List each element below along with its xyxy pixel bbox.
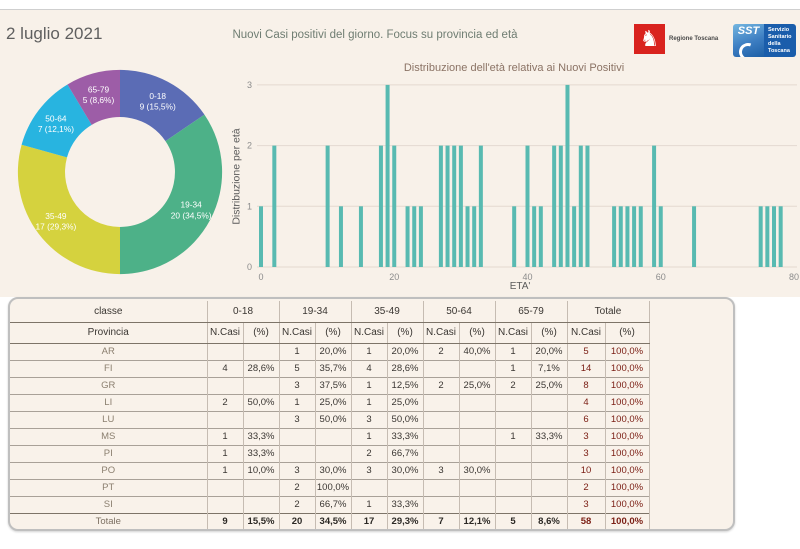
age-bar-47[interactable]	[572, 206, 576, 267]
cell-GR-10: 8	[567, 377, 605, 394]
age-bar-46[interactable]	[565, 85, 569, 267]
cell-LI-8	[495, 394, 531, 411]
cell-SI-8	[495, 496, 531, 513]
cell-PO-1: 10,0%	[243, 462, 279, 479]
sst-figure-icon	[736, 40, 760, 57]
province-label-PI: PI	[103, 448, 113, 459]
cell-PO-2: 3	[279, 462, 315, 479]
cell-PT-4	[351, 479, 387, 496]
age-bar-18[interactable]	[379, 146, 383, 267]
cell-LU-10: 6	[567, 411, 605, 428]
sub-header-Totale-ncasi: N.Casi	[567, 322, 605, 343]
province-label-PT: PT	[102, 482, 115, 493]
cell-MS-1: 33,3%	[243, 428, 279, 445]
x-tick-label: 40	[522, 272, 533, 282]
cell-MS-3	[315, 428, 351, 445]
cell-FI-9: 7,1%	[531, 360, 567, 377]
age-bar-42[interactable]	[539, 206, 543, 267]
province-label-MS: MS	[101, 431, 116, 442]
cell-GR-11: 100,0%	[605, 377, 649, 394]
donut-slice-19-34[interactable]	[120, 115, 222, 275]
sub-header-19-34-ncasi: N.Casi	[279, 322, 315, 343]
cell-FI-2: 5	[279, 360, 315, 377]
table-row-PO[interactable]	[10, 462, 649, 479]
sub-header-35-49-ncasi: N.Casi	[351, 322, 387, 343]
cell-SI-10: 3	[567, 496, 605, 513]
cell-PT-11: 100,0%	[605, 479, 649, 496]
cell-PI-2	[279, 445, 315, 462]
age-bar-20[interactable]	[392, 146, 396, 267]
x-tick-label: 0	[258, 272, 264, 282]
cell-AR-6: 2	[423, 343, 459, 360]
cell-LU-4: 3	[351, 411, 387, 428]
cell-GR-1	[243, 377, 279, 394]
age-bar-60[interactable]	[659, 206, 663, 267]
cell-GR-0	[207, 377, 243, 394]
cell-FI-4: 4	[351, 360, 387, 377]
sst-line: Servizio	[768, 27, 790, 33]
cell-MS-10: 3	[567, 428, 605, 445]
table-row-Totale[interactable]	[10, 513, 649, 530]
cell-LU-7	[459, 411, 495, 428]
table-row-GR[interactable]	[10, 377, 649, 394]
table-row-FI[interactable]	[10, 360, 649, 377]
cell-Totale-5: 29,3%	[387, 513, 423, 530]
cell-PO-0: 1	[207, 462, 243, 479]
bar-chart-title: Distribuzione dell'età relativa ai Nuovi Positivi	[403, 62, 625, 74]
cell-PO-6: 3	[423, 462, 459, 479]
age-bar-chart	[228, 58, 800, 293]
cell-AR-7: 40,0%	[459, 343, 495, 360]
table-row-PI[interactable]	[10, 445, 649, 462]
donut-slice-label-0-18: 0-18 9 (15,5%)	[139, 90, 176, 112]
cell-MS-4: 1	[351, 428, 387, 445]
age-bar-27[interactable]	[439, 146, 443, 267]
cell-MS-0: 1	[207, 428, 243, 445]
age-bar-19[interactable]	[386, 85, 390, 267]
sub-header-65-79-ncasi: N.Casi	[495, 322, 531, 343]
age-bar-30[interactable]	[459, 146, 463, 267]
age-bar-22[interactable]	[406, 206, 410, 267]
age-bar-31[interactable]	[466, 206, 470, 267]
cell-PT-5	[387, 479, 423, 496]
cell-PO-8	[495, 462, 531, 479]
cell-AR-5: 20,0%	[387, 343, 423, 360]
table-header	[10, 301, 649, 343]
age-bar-56[interactable]	[632, 206, 636, 267]
regione-toscana-label: Regione Toscana	[669, 36, 719, 42]
table-body	[10, 343, 649, 530]
top-strip	[0, 0, 800, 10]
age-bar-54[interactable]	[619, 206, 623, 267]
y-tick-label: 0	[246, 262, 252, 272]
cell-MS-9: 33,3%	[531, 428, 567, 445]
cell-LI-6	[423, 394, 459, 411]
cell-PT-1	[243, 479, 279, 496]
cell-GR-5: 12,5%	[387, 377, 423, 394]
cell-PI-11: 100,0%	[605, 445, 649, 462]
group-header-19-34: 19-34	[279, 301, 351, 322]
sst-line: Sanitario	[768, 34, 792, 41]
table-row-SI[interactable]	[10, 496, 649, 513]
cell-PI-5: 66,7%	[387, 445, 423, 462]
cell-PT-9	[531, 479, 567, 496]
cell-PT-7	[459, 479, 495, 496]
cell-LI-0: 2	[207, 394, 243, 411]
cell-PT-0	[207, 479, 243, 496]
age-bar-65[interactable]	[692, 206, 696, 267]
cell-AR-0	[207, 343, 243, 360]
cell-SI-9	[531, 496, 567, 513]
cell-MS-11: 100,0%	[605, 428, 649, 445]
cell-LI-7	[459, 394, 495, 411]
cell-LU-11: 100,0%	[605, 411, 649, 428]
donut-slice-35-49[interactable]	[18, 145, 120, 274]
cell-GR-3: 37,5%	[315, 377, 351, 394]
y-axis-title: Distribuzione per età	[230, 128, 243, 225]
province-age-table	[10, 301, 650, 531]
donut-slice-label-65-79: 65-79 5 (8,6%)	[82, 84, 115, 106]
cell-PT-6	[423, 479, 459, 496]
age-bar-45[interactable]	[559, 146, 563, 267]
group-header-Totale: Totale	[567, 301, 649, 322]
cell-Totale-6: 7	[423, 513, 459, 530]
cell-LU-3: 50,0%	[315, 411, 351, 428]
cell-Totale-1: 15,5%	[243, 513, 279, 530]
donut-slice-label-35-49: 35-49 17 (29,3%)	[35, 210, 77, 232]
sst-text-block	[764, 24, 796, 57]
x-tick-label: 80	[788, 272, 800, 282]
cell-LI-2: 1	[279, 394, 315, 411]
cell-SI-4: 1	[351, 496, 387, 513]
sub-header-50-64-pct: (%)	[459, 322, 495, 343]
age-bar-33[interactable]	[479, 146, 483, 267]
cell-PT-3: 100,0%	[315, 479, 351, 496]
age-bar-48[interactable]	[579, 146, 583, 267]
donut-svg	[12, 64, 228, 280]
cell-SI-5: 33,3%	[387, 496, 423, 513]
cell-GR-2: 3	[279, 377, 315, 394]
cell-MS-5: 33,3%	[387, 428, 423, 445]
cell-PI-3	[315, 445, 351, 462]
cell-PO-9	[531, 462, 567, 479]
cell-SI-7	[459, 496, 495, 513]
regione-toscana-logo	[634, 24, 721, 54]
age-bar-29[interactable]	[452, 146, 456, 267]
cell-LI-4: 1	[351, 394, 387, 411]
y-tick-label: 3	[246, 79, 252, 90]
cell-AR-9: 20,0%	[531, 343, 567, 360]
cell-LI-1: 50,0%	[243, 394, 279, 411]
cell-PI-9	[531, 445, 567, 462]
age-bar-41[interactable]	[532, 206, 536, 267]
cell-Totale-9: 8,6%	[531, 513, 567, 530]
bars-svg	[240, 76, 800, 291]
age-bar-24[interactable]	[419, 206, 423, 267]
cell-SI-1	[243, 496, 279, 513]
cell-Totale-7: 12,1%	[459, 513, 495, 530]
table-corner-classe: classe	[10, 301, 207, 322]
cell-FI-10: 14	[567, 360, 605, 377]
cell-MS-8: 1	[495, 428, 531, 445]
cell-PO-5: 30,0%	[387, 462, 423, 479]
cell-PO-7: 30,0%	[459, 462, 495, 479]
cell-GR-8: 2	[495, 377, 531, 394]
cell-GR-9: 25,0%	[531, 377, 567, 394]
cell-FI-3: 35,7%	[315, 360, 351, 377]
age-bar-49[interactable]	[585, 146, 589, 267]
cell-LU-8	[495, 411, 531, 428]
age-bar-55[interactable]	[625, 206, 629, 267]
group-header-0-18: 0-18	[207, 301, 279, 322]
cell-PT-8	[495, 479, 531, 496]
cell-LI-9	[531, 394, 567, 411]
age-bar-38[interactable]	[512, 206, 516, 267]
cell-LU-9	[531, 411, 567, 428]
age-bar-10[interactable]	[326, 146, 330, 267]
group-header-35-49: 35-49	[351, 301, 423, 322]
x-axis-title: ETA'	[509, 281, 531, 292]
cell-FI-7	[459, 360, 495, 377]
cell-SI-3: 66,7%	[315, 496, 351, 513]
province-label-GR: GR	[101, 380, 116, 391]
table-row-LU[interactable]	[10, 411, 649, 428]
age-bar-57[interactable]	[639, 206, 643, 267]
province-label-Totale: Totale	[10, 513, 207, 530]
cell-PI-8	[495, 445, 531, 462]
pegasus-icon: ♞	[634, 24, 665, 54]
cell-SI-0	[207, 496, 243, 513]
cell-LU-0	[207, 411, 243, 428]
cell-PT-2: 2	[279, 479, 315, 496]
age-bar-23[interactable]	[412, 206, 416, 267]
cell-AR-11: 100,0%	[605, 343, 649, 360]
age-bar-76[interactable]	[765, 206, 769, 267]
province-label-LU: LU	[102, 414, 115, 425]
cell-FI-8: 1	[495, 360, 531, 377]
cell-LU-2: 3	[279, 411, 315, 428]
sub-header-Totale-pct: (%)	[605, 322, 649, 343]
cell-GR-4: 1	[351, 377, 387, 394]
donut-slice-label-50-64: 50-64 7 (12,1%)	[37, 113, 74, 135]
cell-FI-5: 28,6%	[387, 360, 423, 377]
table-row-AR[interactable]	[10, 343, 649, 360]
cell-SI-11: 100,0%	[605, 496, 649, 513]
age-bar-2[interactable]	[272, 146, 276, 267]
age-bar-15[interactable]	[359, 206, 363, 267]
cell-PO-10: 10	[567, 462, 605, 479]
cell-PI-4: 2	[351, 445, 387, 462]
cell-AR-4: 1	[351, 343, 387, 360]
province-label-SI: SI	[103, 499, 113, 510]
sub-header-35-49-pct: (%)	[387, 322, 423, 343]
cell-LU-1	[243, 411, 279, 428]
cell-PI-1: 33,3%	[243, 445, 279, 462]
cell-FI-0: 4	[207, 360, 243, 377]
age-bar-77[interactable]	[772, 206, 776, 267]
sst-emblem-icon	[733, 24, 764, 57]
cell-LI-5: 25,0%	[387, 394, 423, 411]
page-title: Nuovi Casi positivi del giorno. Focus su provincia ed età	[232, 29, 518, 41]
sst-line: Toscana	[768, 48, 790, 55]
age-bar-59[interactable]	[652, 146, 656, 267]
cell-FI-1: 28,6%	[243, 360, 279, 377]
cell-PO-3: 30,0%	[315, 462, 351, 479]
cell-LI-3: 25,0%	[315, 394, 351, 411]
age-bar-75[interactable]	[759, 206, 763, 267]
table-row-LI[interactable]	[10, 394, 649, 411]
province-label-LI: LI	[104, 397, 113, 408]
cell-FI-11: 100,0%	[605, 360, 649, 377]
sub-header-0-18-ncasi: N.Casi	[207, 322, 243, 343]
cell-AR-3: 20,0%	[315, 343, 351, 360]
x-tick-label: 60	[655, 272, 666, 282]
cell-MS-6	[423, 428, 459, 445]
cell-Totale-3: 34,5%	[315, 513, 351, 530]
province-label-AR: AR	[101, 346, 115, 357]
cell-SI-6	[423, 496, 459, 513]
cell-AR-2: 1	[279, 343, 315, 360]
cell-PI-0: 1	[207, 445, 243, 462]
sub-header-0-18-pct: (%)	[243, 322, 279, 343]
cell-PI-10: 3	[567, 445, 605, 462]
cell-PI-7	[459, 445, 495, 462]
y-tick-label: 1	[246, 201, 252, 212]
cell-Totale-0: 9	[207, 513, 243, 530]
age-bar-28[interactable]	[446, 146, 450, 267]
group-header-65-79: 65-79	[495, 301, 567, 322]
cell-LI-10: 4	[567, 394, 605, 411]
row-header-provincia: Provincia	[10, 322, 207, 343]
cell-FI-6	[423, 360, 459, 377]
province-label-PO: PO	[101, 465, 116, 476]
sst-logo	[733, 24, 796, 57]
report-date: 2 luglio 2021	[6, 24, 103, 43]
age-bar-0[interactable]	[259, 206, 263, 267]
cell-MS-7	[459, 428, 495, 445]
cell-MS-2	[279, 428, 315, 445]
sst-line: della	[768, 41, 781, 48]
cell-PI-6	[423, 445, 459, 462]
y-tick-label: 2	[246, 140, 252, 151]
cell-Totale-8: 5	[495, 513, 531, 530]
age-bar-12[interactable]	[339, 206, 343, 267]
cell-AR-10: 5	[567, 343, 605, 360]
table-row-PT[interactable]	[10, 479, 649, 496]
donut-slice-label-19-34: 19-34 20 (34,5%)	[170, 199, 212, 221]
cell-LU-5: 50,0%	[387, 411, 423, 428]
province-age-table-card	[8, 297, 735, 531]
age-bar-40[interactable]	[526, 146, 530, 267]
age-bar-53[interactable]	[612, 206, 616, 267]
cell-LI-11: 100,0%	[605, 394, 649, 411]
cell-Totale-10: 58	[567, 513, 605, 530]
cell-LU-6	[423, 411, 459, 428]
cell-AR-8: 1	[495, 343, 531, 360]
cell-AR-1	[243, 343, 279, 360]
sst-abbr: SST	[737, 25, 760, 37]
age-bar-44[interactable]	[552, 146, 556, 267]
cell-GR-6: 2	[423, 377, 459, 394]
province-label-FI: FI	[104, 363, 113, 374]
cell-PO-4: 3	[351, 462, 387, 479]
sub-header-65-79-pct: (%)	[531, 322, 567, 343]
age-bar-78[interactable]	[779, 206, 783, 267]
x-tick-label: 20	[389, 272, 400, 282]
sub-header-19-34-pct: (%)	[315, 322, 351, 343]
cell-GR-7: 25,0%	[459, 377, 495, 394]
cell-Totale-2: 20	[279, 513, 315, 530]
sub-header-50-64-ncasi: N.Casi	[423, 322, 459, 343]
table-row-MS[interactable]	[10, 428, 649, 445]
cell-PO-11: 100,0%	[605, 462, 649, 479]
age-bar-32[interactable]	[472, 206, 476, 267]
cell-PT-10: 2	[567, 479, 605, 496]
cell-Totale-11: 100,0%	[605, 513, 649, 530]
age-donut-chart	[12, 64, 228, 280]
cell-SI-2: 2	[279, 496, 315, 513]
group-header-50-64: 50-64	[423, 301, 495, 322]
cell-Totale-4: 17	[351, 513, 387, 530]
